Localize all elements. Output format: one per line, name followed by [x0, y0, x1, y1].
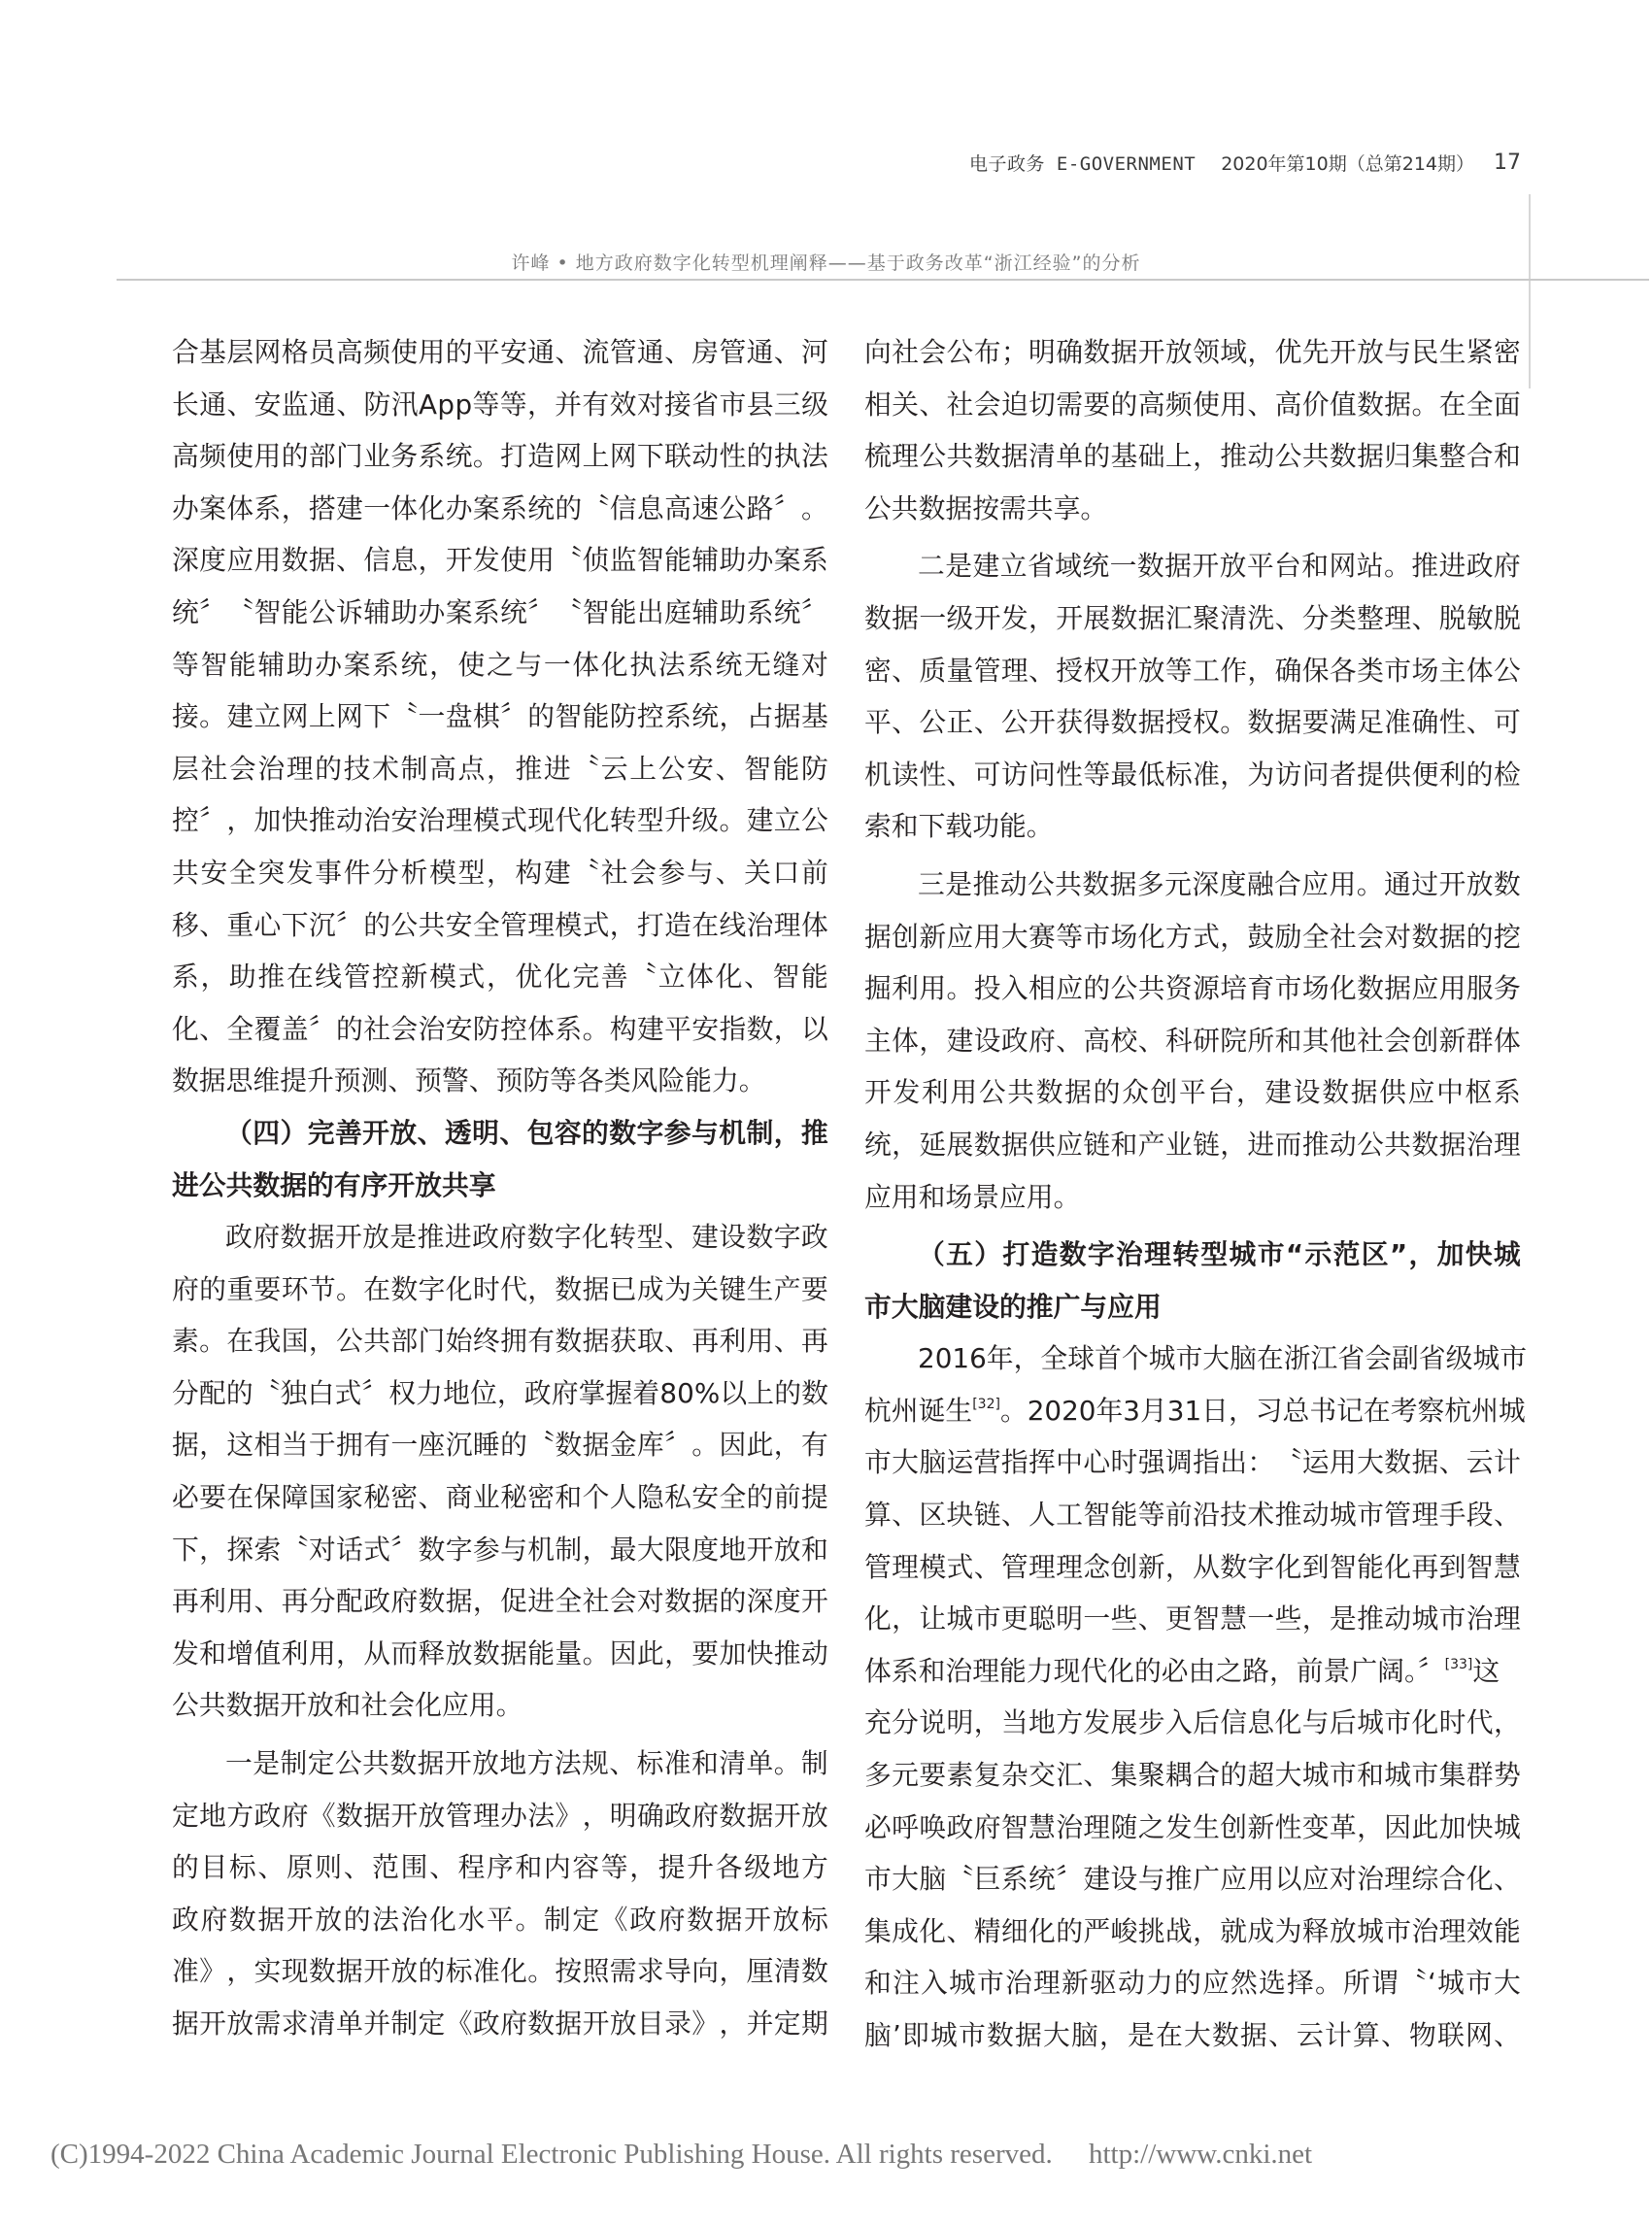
- text-line: 合 基 层 网 格 员 高 频 使 用 的 平 安 通 、 流 管 通 、 房 管 通 、 河: [172, 336, 828, 368]
- text-line: 掘 利 用 。 投 入 相 应 的 公 共 资 源 培 育 市 场 化 数 据 应 用 服 务: [864, 972, 1521, 1005]
- text-line: 相 关 、 社 会 迫 切 需 要 的 高 频 使 用 、 高 价 值 数 据 。 在 全 面: [864, 388, 1521, 421]
- text-line: 充 分 说 明 ， 当 地 方 发 展 步 入 后 信 息 化 与 后 城 市 化 时 代 ，: [864, 1706, 1521, 1739]
- page-number: 17: [1494, 150, 1521, 175]
- text-line: 市 大 脑 〝 巨 系 统 〞 建 设 与 推 广 应 用 以 应 对 治 理 综 合 化 、: [864, 1863, 1521, 1896]
- section-heading-line: （ 五 ） 打 造 数 字 治 理 转 型 城 市 “ 示 范 区 ” ， 加 快 城: [918, 1238, 1521, 1271]
- text-line: 多 元 要 素 复 杂 交 汇 、 集 聚 耦 合 的 超 大 城 市 和 城 市 集 群 势: [864, 1759, 1521, 1792]
- left-column: [172, 326, 828, 2050]
- text-line: 主 体 ， 建 设 政 府 、 高 校 、 科 研 院 所 和 其 他 社 会 创 新 群 体: [864, 1024, 1521, 1057]
- text-line: 据 创 新 应 用 大 赛 等 市 场 化 方 式 ， 鼓 励 全 社 会 对 数 据 的 挖: [864, 920, 1521, 953]
- text-line: 数 据 一 级 开 发 ， 开 展 数 据 汇 聚 清 洗 、 分 类 整 理 、 脱 敏 脱: [864, 601, 1521, 634]
- journal-masthead: [968, 146, 1521, 179]
- text-line: 公共数据按需共享。: [864, 491, 1108, 524]
- text-line: 数据思维提升预测、预警、预防等各类风险能力。: [172, 1064, 766, 1097]
- header-divider: [117, 279, 1649, 281]
- text-line: 必 呼 唤 政 府 智 慧 治 理 随 之 发 生 创 新 性 变 革 ， 因 此 加 快 城: [864, 1810, 1521, 1843]
- text-line: 开 发 利 用 公 共 数 据 的 众 创 平 台 ， 建 设 数 据 供 应 中 枢 系: [864, 1076, 1521, 1109]
- text-line: 平 、 公 正 、 公 开 获 得 数 据 授 权 。 数 据 要 满 足 准 确 性 、 可: [864, 706, 1521, 739]
- text-line: 三 是 推 动 公 共 数 据 多 元 深 度 融 合 应 用 。 通 过 开 放 数: [918, 867, 1521, 900]
- text-line: 二 是 建 立 省 域 统 一 数 据 开 放 平 台 和 网 站 。 推 进 政 府: [918, 550, 1521, 583]
- section-heading-line: 进公共数据的有序开放共享: [172, 1168, 496, 1201]
- text-line: 一 是 制 定 公 共 数 据 开 放 地 方 法 规 、 标 准 和 清 单 。 制: [225, 1747, 828, 1780]
- text-line: 公共数据开放和社会化应用。: [172, 1689, 523, 1722]
- text-line: 体系和治理能力现代化的必由之路，前景广阔。〞[33]这: [864, 1654, 1500, 1687]
- text-line: 统 〞 〝 智 能 公 诉 辅 助 办 案 系 统 〞 〝 智 能 出 庭 辅 助 系 统 〞: [172, 595, 828, 628]
- text-line: 据 开 放 需 求 清 单 并 制 定 《 政 府 数 据 开 放 目 录 》 ， 并 定 期: [172, 2007, 828, 2040]
- text-line: 索和下载功能。: [864, 810, 1054, 843]
- text-line: 必 要 在 保 障 国 家 秘 密 、 商 业 秘 密 和 个 人 隐 私 安 全 的 前 提: [172, 1481, 828, 1514]
- text-line: 市 大 脑 运 营 指 挥 中 心 时 强 调 指 出 ： 〝 运 用 大 数 据 、 云 计: [864, 1446, 1521, 1479]
- margin-rule: [1529, 194, 1531, 388]
- text-line: 的 目 标 、 原 则 、 范 围 、 程 序 和 内 容 等 ， 提 升 各 级 地 方: [172, 1851, 828, 1884]
- text-fragment: 这: [1472, 1654, 1500, 1687]
- text-line: 府 的 重 要 环 节 。 在 数 字 化 时 代 ， 数 据 已 成 为 关 键 生 产 要: [172, 1272, 828, 1305]
- right-column: [864, 326, 1527, 2062]
- text-line: 据 ， 这 相 当 于 拥 有 一 座 沉 睡 的 〝 数 据 金 库 〞 。 因 此 ， 有: [172, 1429, 828, 1462]
- section-heading-line: （ 四 ） 完 善 开 放 、 透 明 、 包 容 的 数 字 参 与 机 制 ， 推: [225, 1116, 828, 1149]
- text-line: 长 通 、 安 监 通 、 防 汛 A p p 等 等 ， 并 有 效 对 接 省 市 县 三 级: [172, 388, 828, 421]
- citation-ref: [32]: [972, 1396, 1000, 1412]
- text-line: 算 、 区 块 链 、 人 工 智 能 等 前 沿 技 术 推 动 城 市 管 理 手 段 、: [864, 1499, 1521, 1532]
- text-line: 分 配 的 〝 独 白 式 〞 权 力 地 位 ， 政 府 掌 握 着 8 0 % 以 上 的 数: [172, 1376, 828, 1409]
- text-line: 移 、 重 心 下 沉 〞 的 公 共 安 全 管 理 模 式 ， 打 造 在 线 治 理 体: [172, 908, 828, 941]
- text-line: 等 智 能 辅 助 办 案 系 统 ， 使 之 与 一 体 化 执 法 系 统 无 缝 对: [172, 648, 828, 681]
- text-line: 密 、 质 量 管 理 、 授 权 开 放 等 工 作 ， 确 保 各 类 市 场 主 体 公: [864, 654, 1521, 687]
- text-line: 系 ， 助 推 在 线 管 控 新 模 式 ， 优 化 完 善 〝 立 体 化 、 智 能: [172, 961, 828, 994]
- section-heading-line: 市大脑建设的推广与应用: [864, 1290, 1162, 1323]
- text-line: 共 安 全 突 发 事 件 分 析 模 型 ， 构 建 〝 社 会 参 与 、 关 口 前: [172, 856, 828, 889]
- text-line: 和 注 入 城 市 治 理 新 驱 动 力 的 应 然 选 择 。 所 谓 〝 ‘ 城 市 大: [864, 1967, 1521, 2000]
- issue-info: 2020年第10期（总第214期）: [1221, 152, 1474, 175]
- text-line: 2 0 1 6 年 ， 全 球 首 个 城 市 大 脑 在 浙 江 省 会 副 省 级 城 市: [918, 1342, 1527, 1375]
- text-line: 深 度 应 用 数 据 、 信 息 ， 开 发 使 用 〝 侦 监 智 能 辅 助 办 案 系: [172, 544, 828, 577]
- copyright-footer: [51, 2139, 1604, 2177]
- text-line: 向 社 会 公 布 ； 明 确 数 据 开 放 领 域 ， 优 先 开 放 与 民 生 紧 密: [864, 336, 1521, 368]
- text-line: 高 频 使 用 的 部 门 业 务 系 统 。 打 造 网 上 网 下 联 动 性 的 执 法: [172, 440, 828, 473]
- text-line: 杭州诞生[32]。2020年3月31日，习总书记在考察杭州城: [864, 1394, 1526, 1427]
- text-line: 接 。 建 立 网 上 网 下 〝 一 盘 棋 〞 的 智 能 防 控 系 统 ， 占 据 基: [172, 700, 828, 733]
- running-title: 许峰 • 地方政府数字化转型机理阐释——基于政务改革“浙江经验”的分析: [511, 253, 1141, 274]
- text-fragment: 。2020年3月31日，习总书记在考察杭州城: [999, 1394, 1526, 1427]
- text-line: 办 案 体 系 ， 搭 建 一 体 化 办 案 系 统 的 〝 信 息 高 速 公 路 〞 。: [172, 491, 828, 524]
- text-line: 政 府 数 据 开 放 的 法 治 化 水 平 。 制 定 《 政 府 数 据 开 放 标: [172, 1903, 828, 1936]
- text-line: 层 社 会 治 理 的 技 术 制 高 点 ， 推 进 〝 云 上 公 安 、 智 能 防: [172, 752, 828, 785]
- text-line: 再 利 用 、 再 分 配 政 府 数 据 ， 促 进 全 社 会 对 数 据 的 深 度 开: [172, 1585, 828, 1618]
- text-line: 机 读 性 、 可 访 问 性 等 最 低 标 准 ， 为 访 问 者 提 供 便 利 的 检: [864, 758, 1521, 791]
- text-line: 政 府 数 据 开 放 是 推 进 政 府 数 字 化 转 型 、 建 设 数 字 政: [225, 1221, 828, 1254]
- text-line: 控 〞 ， 加 快 推 动 治 安 治 理 模 式 现 代 化 转 型 升 级 。 建 立 公: [172, 804, 828, 837]
- text-line: 脑 ’ 即 城 市 数 据 大 脑 ， 是 在 大 数 据 、 云 计 算 、 物 联 网 、: [864, 2019, 1521, 2051]
- text-line: 统 ， 延 展 数 据 供 应 链 和 产 业 链 ， 进 而 推 动 公 共 数 据 治 理: [864, 1128, 1521, 1161]
- text-line: 定 地 方 政 府 《 数 据 开 放 管 理 办 法 》 ， 明 确 政 府 数 据 开 放: [172, 1799, 828, 1832]
- text-line: 发 和 增 值 利 用 ， 从 而 释 放 数 据 能 量 。 因 此 ， 要 加 快 推 动: [172, 1636, 828, 1670]
- journal-name: 电子政务 E-GOVERNMENT: [968, 152, 1197, 175]
- text-line: 化 、 全 覆 盖 〞 的 社 会 治 安 防 控 体 系 。 构 建 平 安 指 数 ， 以: [172, 1012, 828, 1045]
- cnki-url[interactable]: http://www.cnki.net: [1088, 2139, 1313, 2170]
- text-line: 准 》 ， 实 现 数 据 开 放 的 标 准 化 。 按 照 需 求 导 向 ， 厘 清 数: [172, 1955, 828, 1988]
- text-line: 管 理 模 式 、 管 理 理 念 创 新 ， 从 数 字 化 到 智 能 化 再 到 智 慧: [864, 1550, 1521, 1583]
- text-line: 下 ， 探 索 〝 对 话 式 〞 数 字 参 与 机 制 ， 最 大 限 度 地 开 放 和: [172, 1533, 828, 1566]
- text-line: 应用和场景应用。: [864, 1180, 1081, 1213]
- citation-ref: [33]: [1444, 1656, 1473, 1672]
- text-line: 化 ， 让 城 市 更 聪 明 一 些 、 更 智 慧 一 些 ， 是 推 动 城 市 治 理: [864, 1602, 1521, 1636]
- text-line: 梳 理 公 共 数 据 清 单 的 基 础 上 ， 推 动 公 共 数 据 归 集 整 合 和: [864, 440, 1521, 473]
- copyright-text: (C)1994-2022 China Academic Journal Electronic Publishing House. All rights reserved.: [51, 2139, 1053, 2170]
- text-line: 素 。 在 我 国 ， 公 共 部 门 始 终 拥 有 数 据 获 取 、 再 利 用 、 再: [172, 1325, 828, 1358]
- text-line: 集 成 化 、 精 细 化 的 严 峻 挑 战 ， 就 成 为 释 放 城 市 治 理 效 能: [864, 1914, 1521, 1947]
